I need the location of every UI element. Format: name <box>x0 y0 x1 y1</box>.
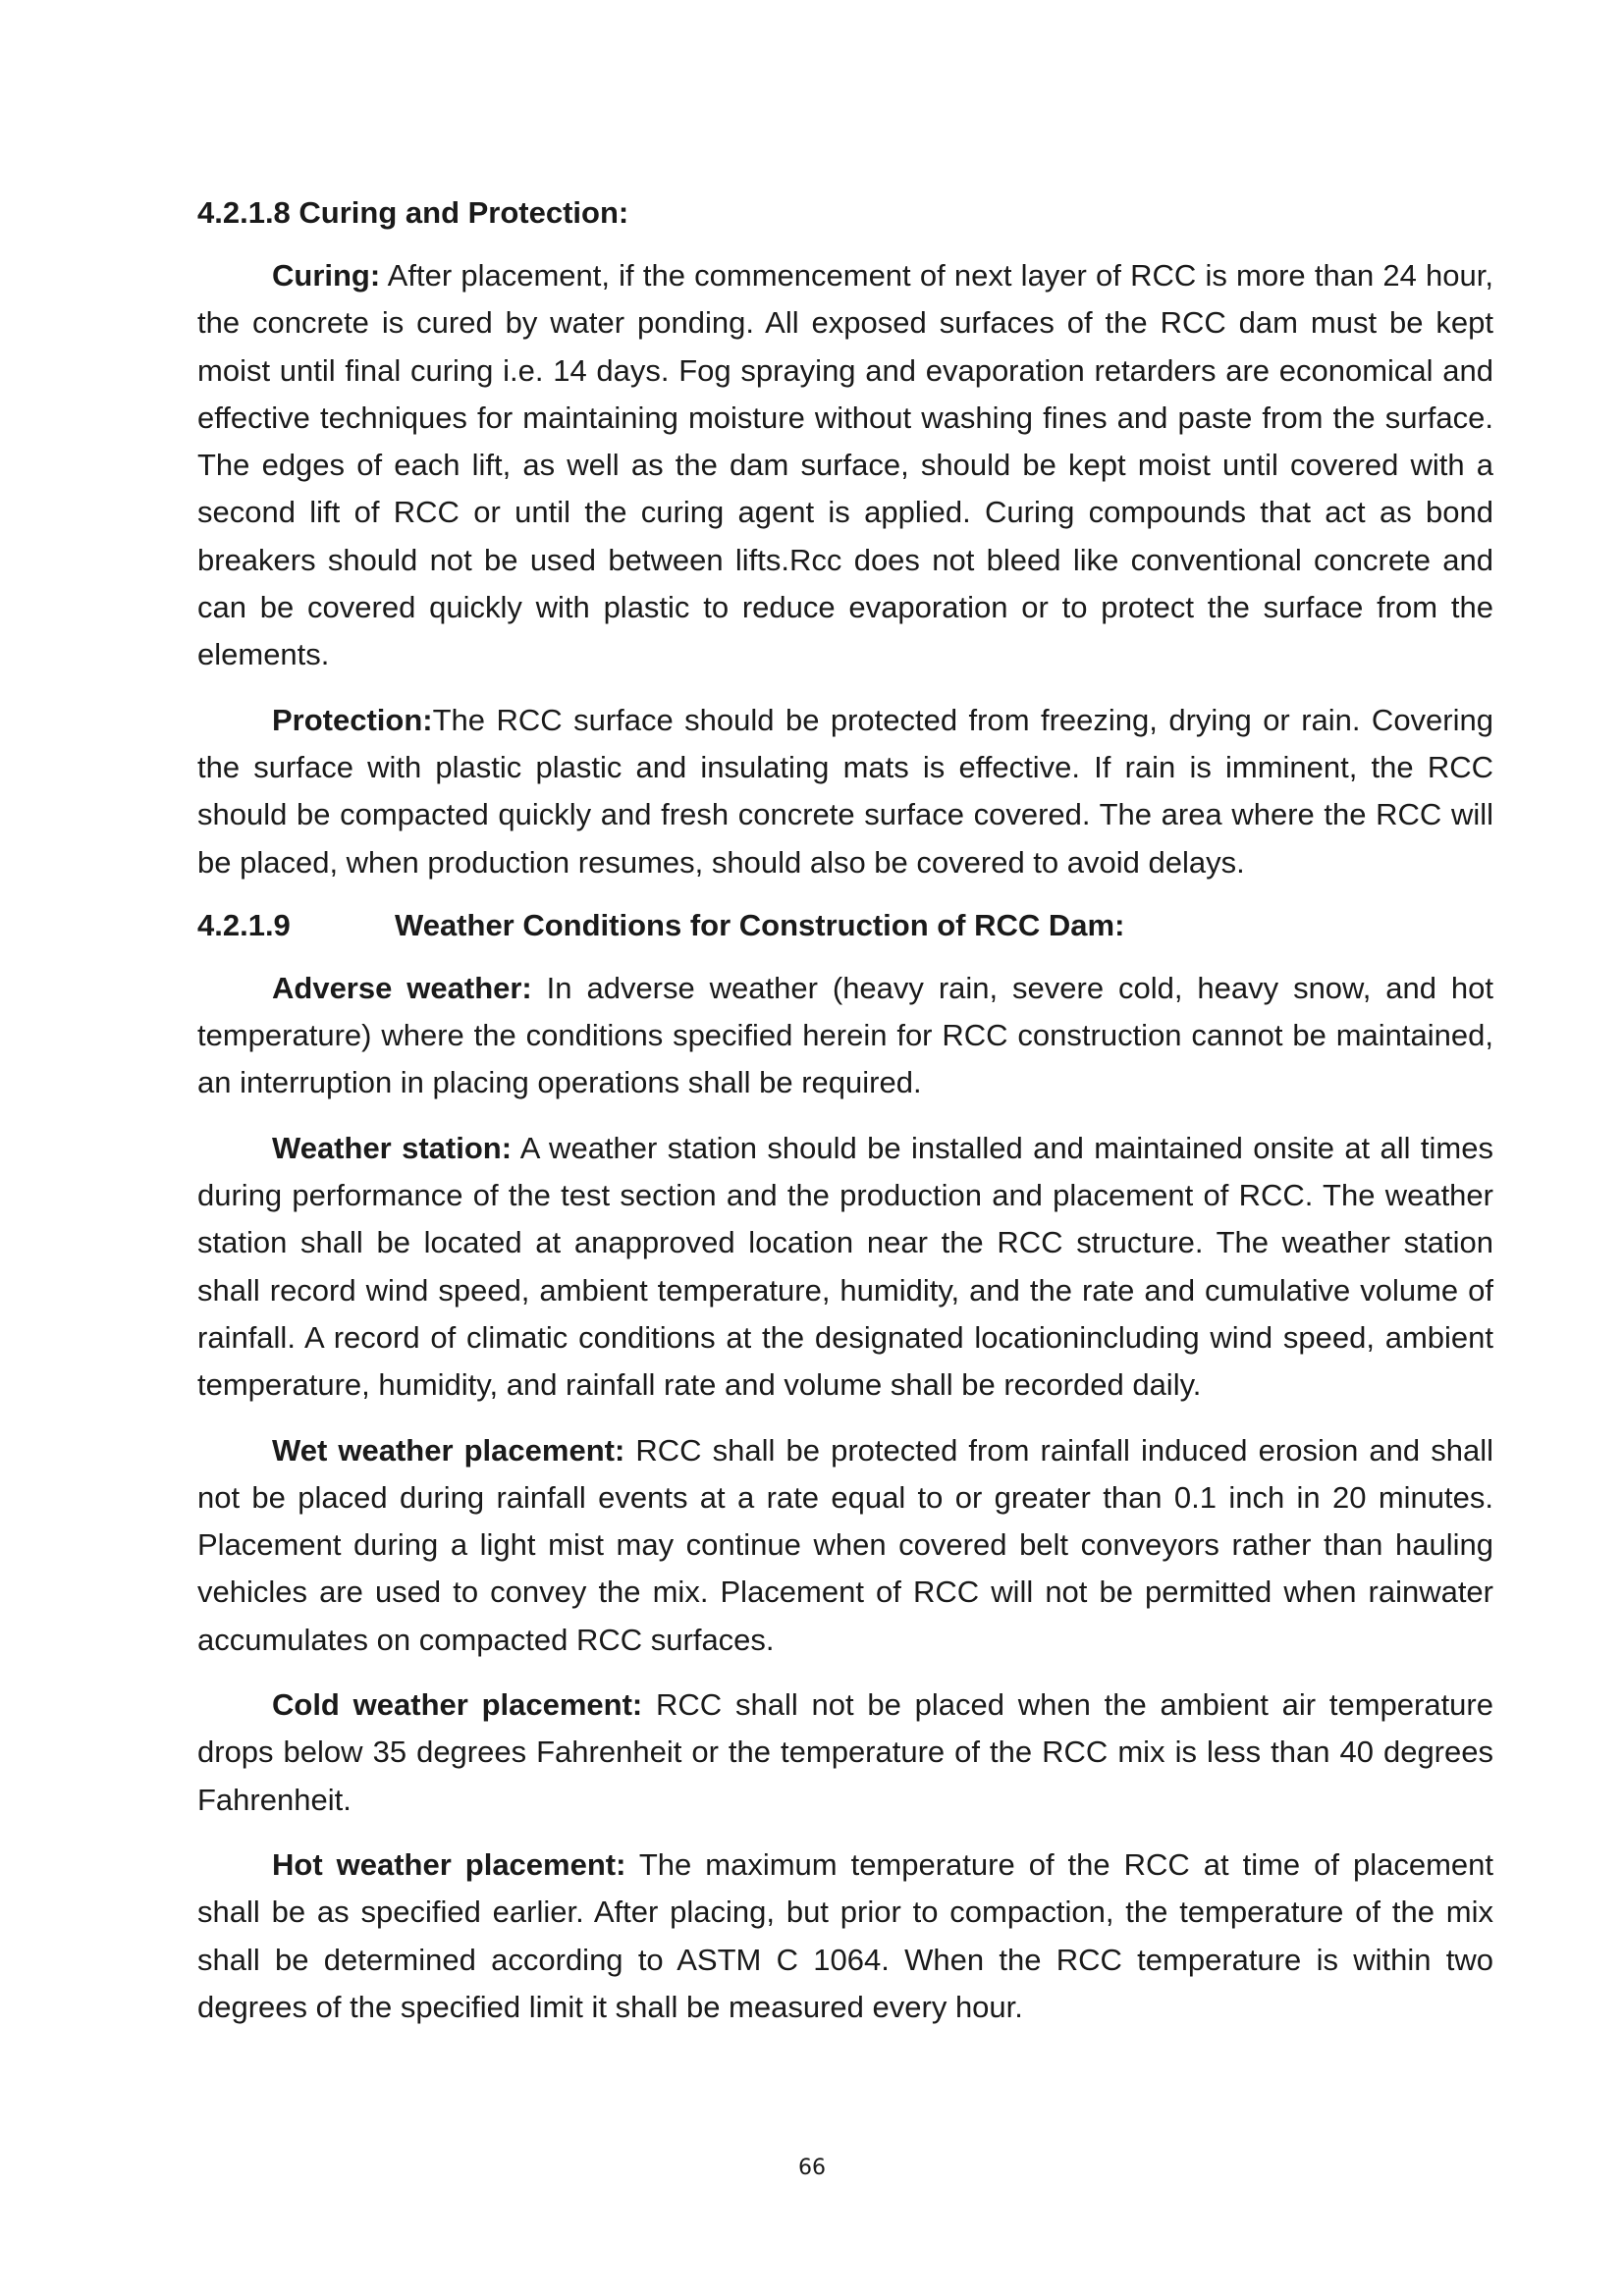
paragraph-label: Wet weather placement: <box>272 1432 625 1468</box>
paragraph-curing <box>197 252 1493 679</box>
paragraph-label: Protection: <box>272 702 433 737</box>
paragraph-cold-weather-placement <box>197 1682 1493 1824</box>
paragraph-label: Hot weather placement: <box>272 1846 626 1882</box>
paragraph-label: Curing: <box>272 258 381 293</box>
paragraph-text: After placement, if the commencement of next layer of RCC is more than 24 hour, the concrete is cured by water ponding. All exposed surfaces of the RCC dam must be kept moist until final curing i.e. 14 days. Fog spraying and evaporation retarders are economical and effective techniques for maintaining moisture without washing fines and paste from the surface. The edges of each lift, as well as the dam surface, should be kept moist until covered with a second lift of RCC or until the curing agent is applied. Curing compounds that act as bond breakers should not be used between lifts.Rcc does not bleed like conventional concrete and can be covered quickly with plastic to reduce evaporation or to protect the surface from the elements. <box>197 258 1493 672</box>
paragraph-wet-weather-placement <box>197 1427 1493 1664</box>
paragraph-text: RCC shall be protected from rainfall induced erosion and shall not be placed during rainfall events at a rate equal to or greater than 0.1 inch in 20 minutes. Placement during a light mist may continue when covered belt conveyors rather than hauling vehicles are used to convey the mix. Placement of RCC will not be permitted when rainwater accumulates on compacted RCC surfaces. <box>197 1432 1493 1657</box>
section-heading-weather-conditions <box>197 904 1493 947</box>
section-title: Weather Conditions for Construction of RCC Dam: <box>395 907 1125 942</box>
section-heading-curing-protection: 4.2.1.8 Curing and Protection: <box>197 195 629 230</box>
paragraph-hot-weather-placement <box>197 1842 1493 2031</box>
paragraph-label: Weather station: <box>272 1130 513 1165</box>
paragraph-text: RCC shall not be placed when the ambient air temperature drops below 35 degrees Fahrenheit or the temperature of the RCC mix is less than 40 degrees Fahrenheit. <box>197 1687 1493 1817</box>
page-number: 66 <box>798 2156 826 2180</box>
paragraph-text: The RCC surface should be protected from freezing, drying or rain. Covering the surface with plastic plastic and insulating mats is effective. If rain is imminent, the RCC should be compacted quickly and fresh concrete surface covered. The area where the RCC will be placed, when production resumes, should also be covered to avoid delays. <box>197 702 1493 880</box>
paragraph-text: In adverse weather (heavy rain, severe cold, heavy snow, and hot temperature) where the conditions specified herein for RCC construction cannot be maintained, an interruption in placing operations shall be required. <box>197 970 1493 1100</box>
paragraph-text: A weather station should be installed and maintained onsite at all times during performance of the test section and the production and placement of RCC. The weather station shall be located at anapproved location near the RCC structure. The weather station shall record wind speed, ambient temperature, humidity, and the rate and cumulative volume of rainfall. A record of climatic conditions at the designated locationincluding wind speed, ambient temperature, humidity, and rainfall rate and volume shall be recorded daily. <box>197 1130 1493 1403</box>
paragraph-label: Adverse weather: <box>272 970 532 1005</box>
paragraph-protection <box>197 697 1493 886</box>
section-number: 4.2.1.9 <box>197 907 291 942</box>
paragraph-label: Cold weather placement: <box>272 1687 643 1723</box>
document-page <box>197 191 1493 2049</box>
paragraph-text: The maximum temperature of the RCC at time of placement shall be as specified earlier. After placing, but prior to compaction, the temperature of the mix shall be determined according to ASTM C 1064. When the RCC temperature is within two degrees of the specified limit it shall be measured every hour. <box>197 1846 1493 2024</box>
paragraph-adverse-weather <box>197 965 1493 1107</box>
paragraph-weather-station <box>197 1125 1493 1410</box>
